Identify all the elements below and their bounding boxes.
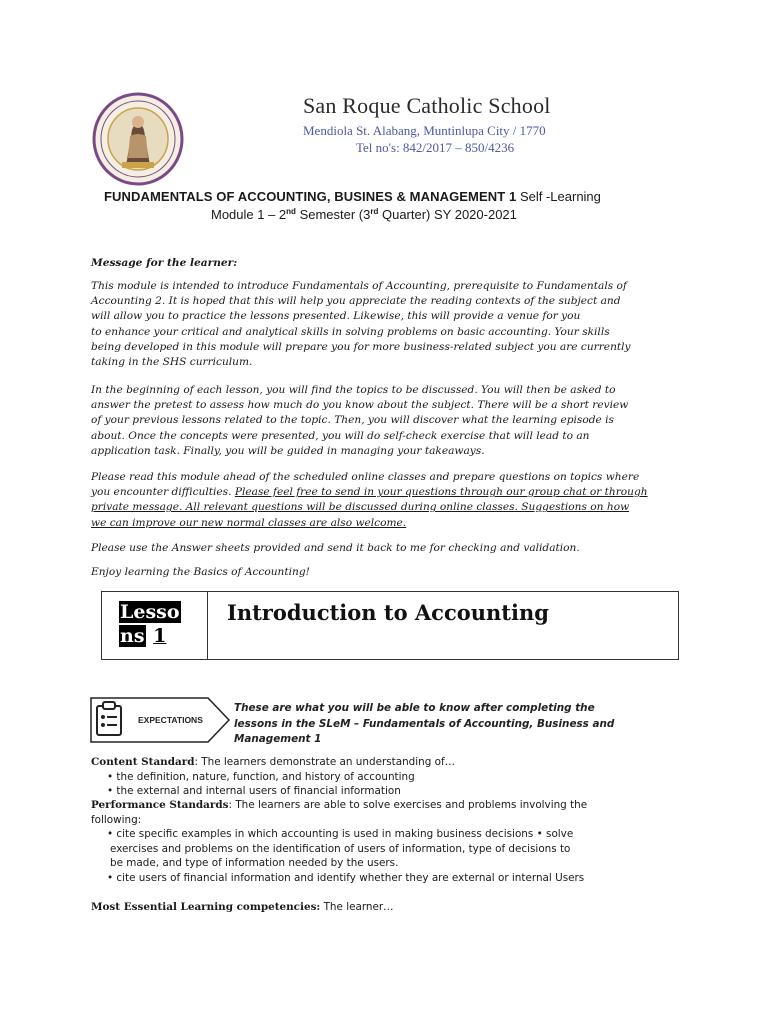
melc-line <box>91 900 394 915</box>
module-text-c: Quarter) SY 2020-2021 <box>378 207 517 222</box>
p3-underlined-line: we can improve our new normal classes are also welcome. <box>91 516 407 529</box>
p2-line: In the beginning of each lesson, you will find the topics to be discussed. You will then be asked to <box>91 384 616 396</box>
lesson-label-line-2: ns <box>120 625 145 647</box>
p1-line: to enhance your critical and analytical skills in solving problems on basic accounting. Your skills <box>91 325 610 338</box>
module-line <box>211 207 517 222</box>
expectations-text <box>234 701 614 748</box>
p4-line: Please use the Answer sheets provided and send it back to me for checking and validation. <box>91 542 580 554</box>
lesson-label <box>119 600 207 648</box>
content-standard-line <box>91 755 455 770</box>
lesson-title: Introduction to Accounting <box>227 600 549 625</box>
p1-line: will allow you to practice the lessons presented. Likewise, this will provide a venue for you <box>91 310 581 323</box>
p3-line <box>91 485 691 500</box>
school-address: Mendiola St. Alabang, Muntinlupa City / 1770 <box>303 123 546 138</box>
performance-item: • cite specific examples in which accounting is used in making business decisions • solve <box>107 828 574 840</box>
lesson-label-cell <box>102 592 208 659</box>
content-standard-label: Content Standard <box>91 756 195 768</box>
content-standard-item: • the external and internal users of financial information <box>107 785 401 797</box>
melc-text: The learner… <box>320 901 394 913</box>
lesson-number: 1 <box>153 625 167 647</box>
lesson-header-box <box>101 591 679 660</box>
module-sup-2: rd <box>370 207 379 216</box>
expectations-line: lessons in the SLeM – Fundamentals of Accounting, Business and <box>234 717 615 730</box>
p2-line: answer the pretest to assess how much do you know about the subject. There will be a short review <box>91 399 629 412</box>
message-paragraph-2 <box>91 383 691 459</box>
performance-standards-label: Performance Standards <box>91 799 229 811</box>
content-standard-text: : The learners demonstrate an understanding of… <box>194 756 456 768</box>
most-essential-learning-competencies <box>91 900 394 915</box>
p3-underlined-line: private message. All relevant questions will be discussed during online classes. Suggestions on how <box>91 501 630 514</box>
module-text-a: Module 1 – 2 <box>211 207 287 222</box>
p1-line: being developed in this module will prepare you for more business-related subject you are currently <box>91 340 631 353</box>
melc-label: Most Essential Learning competencies: <box>91 901 321 913</box>
performance-standards-text: : The learners are able to solve exercises and problems involving the <box>228 799 588 811</box>
performance-item: • cite users of financial information and identify whether they are external or internal Users <box>107 871 585 884</box>
p1-line: taking in the SHS curriculum. <box>91 356 253 369</box>
content-standard-item: • the definition, nature, function, and history of accounting <box>107 770 415 783</box>
expectations-badge <box>90 697 231 743</box>
school-name: San Roque Catholic School <box>303 93 551 118</box>
p2-line: application task. Finally, you will be guided in managing your takeaways. <box>91 444 485 457</box>
message-paragraph-1 <box>91 279 691 370</box>
school-seal-logo <box>92 92 184 186</box>
p1-line: Accounting 2. It is hoped that this will help you appreciate the reading contexts of the subject and <box>91 295 621 308</box>
module-text-b: Semester (3 <box>295 207 371 222</box>
performance-item: exercises and problems on the identification of users of information, type of decisions to <box>110 842 571 855</box>
message-title: Message for the learner: <box>91 257 238 269</box>
expectations-line: Management 1 <box>234 733 322 745</box>
p3-text: you encounter difficulties. <box>91 486 235 499</box>
message-paragraph-3 <box>91 470 691 531</box>
expectations-line: These are what you will be able to know after completing the <box>234 702 595 714</box>
p3-underlined-text: Please feel free to send in your questions through our group chat or through <box>234 486 648 499</box>
subject-title-rest: Self -Learning <box>516 189 601 204</box>
school-telephone: Tel no's: 842/2017 – 850/4236 <box>356 140 515 155</box>
p3-line: Please read this module ahead of the scheduled online classes and prepare questions on topics where <box>91 471 640 483</box>
p1-line: This module is intended to introduce Fundamentals of Accounting, prerequisite to Fundamentals of <box>91 280 627 292</box>
content-standard <box>91 755 455 799</box>
lesson-label-line-1: Lesso <box>120 601 180 623</box>
p2-line: about. Once the concepts were presented, you will do self-check exercise that will lead to an <box>91 429 590 442</box>
subject-title-bold: FUNDAMENTALS OF ACCOUNTING, BUSINES & MANAGEMENT 1 <box>104 189 517 204</box>
expectations-badge-label: EXPECTATIONS <box>138 715 203 725</box>
performance-standards <box>91 798 587 885</box>
performance-item: be made, and type of information needed by the users. <box>110 857 399 869</box>
performance-standards-text-2: following: <box>91 813 142 826</box>
subject-title <box>104 189 601 204</box>
module-sup-1: nd <box>286 207 296 216</box>
p2-line: of your previous lessons related to the topic. Then, you will discover what the learning episode is <box>91 414 614 427</box>
performance-standards-line <box>91 798 587 813</box>
p5-line: Enjoy learning the Basics of Accounting! <box>91 566 310 578</box>
message-paragraph-4 <box>91 541 691 556</box>
message-paragraph-5 <box>91 565 691 580</box>
